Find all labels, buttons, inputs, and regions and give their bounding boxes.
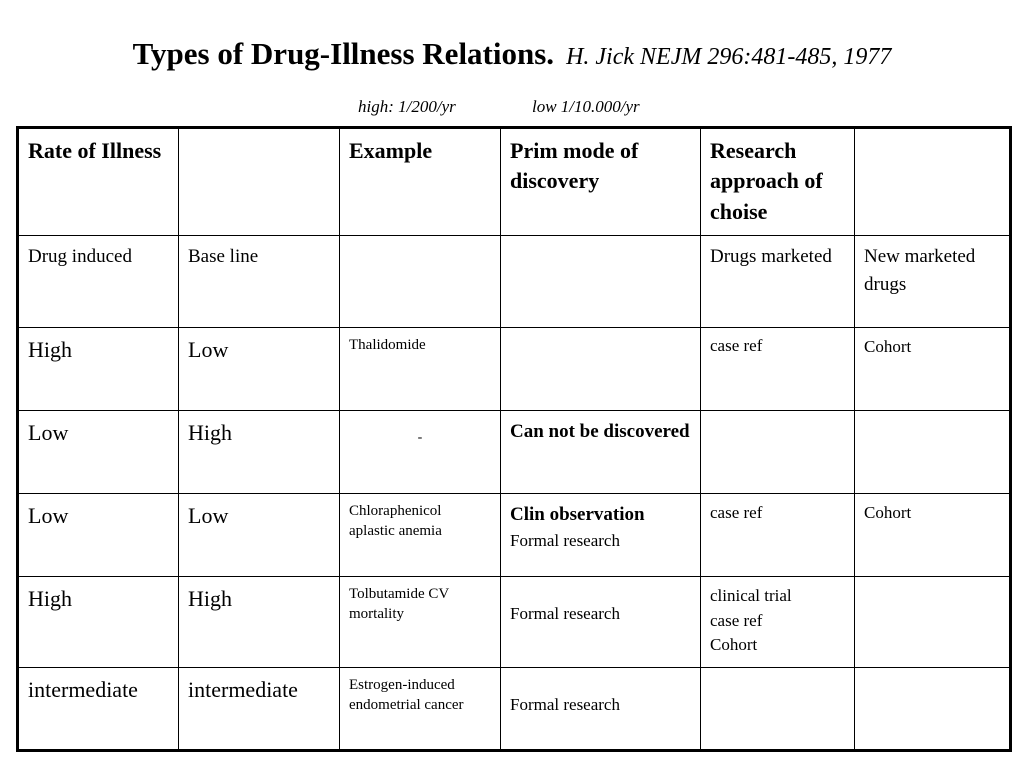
table-cell <box>501 411 701 494</box>
table-row <box>18 494 1011 577</box>
table-cell <box>340 494 501 577</box>
table-cell <box>340 577 501 668</box>
research-approach-text: Cohort <box>864 503 912 522</box>
drug-illness-table <box>16 126 1012 752</box>
table-cell: Low <box>179 494 340 577</box>
discovery-mode-text: Clin observation <box>510 504 645 525</box>
subheader-drugs-marketed: Drugs marketed <box>710 246 832 267</box>
table-cell <box>501 494 701 577</box>
table-cell <box>701 328 855 411</box>
discovery-mode-text: Formal research <box>510 604 620 623</box>
table-cell <box>855 236 1011 328</box>
subheader-drug-induced: Drug induced <box>28 246 132 267</box>
example-text: Thalidomide <box>349 337 426 353</box>
subheader-base-line: Base line <box>188 246 259 267</box>
table-cell <box>340 328 501 411</box>
table-row <box>18 328 1011 411</box>
discovery-mode-text: Can not be discovered <box>510 421 690 442</box>
header-cell: Prim mode of discovery <box>501 128 701 236</box>
header-row <box>18 128 1011 236</box>
table-cell: High <box>179 411 340 494</box>
table-cell <box>501 577 701 668</box>
table-row <box>18 411 1011 494</box>
subheader-row <box>18 236 1011 328</box>
table-cell <box>18 236 179 328</box>
table-cell <box>701 236 855 328</box>
research-approach-text: Cohort <box>710 635 758 655</box>
discovery-mode-text: Formal research <box>510 530 620 550</box>
table-cell <box>340 236 501 328</box>
table-cell <box>501 236 701 328</box>
table-cell <box>855 411 1011 494</box>
table-cell: High <box>179 577 340 668</box>
table-cell <box>855 328 1011 411</box>
table-cell: Low <box>179 328 340 411</box>
table-cell: Low <box>18 494 179 577</box>
table-cell <box>701 494 855 577</box>
table-cell <box>701 577 855 668</box>
title-citation: H. Jick NEJM 296:481-485, 1977 <box>566 44 892 70</box>
example-text: Chloraphenicol aplastic anemia <box>349 503 442 540</box>
example-text: Tolbutamide CV mortality <box>349 586 449 623</box>
header-cell: Research approach of choise <box>701 128 855 236</box>
table-cell <box>701 411 855 494</box>
table-cell <box>501 328 701 411</box>
header-cell <box>179 128 340 236</box>
slide-title <box>0 36 1024 72</box>
table-row <box>18 668 1011 751</box>
research-approach-text: case ref <box>710 336 763 355</box>
table-cell: High <box>18 328 179 411</box>
discovery-mode-text: Formal research <box>510 695 620 714</box>
header-cell: Example <box>340 128 501 236</box>
research-approach-text: case ref <box>710 610 763 630</box>
table-cell <box>340 668 501 751</box>
title-main: Types of Drug-Illness Relations. <box>132 36 555 71</box>
research-approach-text: case ref <box>710 503 763 522</box>
table-cell <box>340 411 501 494</box>
table-cell: intermediate <box>179 668 340 751</box>
research-approach-text: Cohort <box>864 337 912 356</box>
table-cell: intermediate <box>18 668 179 751</box>
table-cell: High <box>18 577 179 668</box>
high-rate-definition: high: 1/200/yr <box>358 97 456 116</box>
header-cell: Rate of Illness <box>18 128 179 236</box>
table-row <box>18 577 1011 668</box>
low-rate-definition: low 1/10.000/yr <box>532 97 640 116</box>
subheader-new-marketed-drugs: New marketed drugs <box>864 246 976 295</box>
table-cell: Low <box>18 411 179 494</box>
research-approach-text: clinical trial <box>710 586 792 605</box>
table-cell <box>179 236 340 328</box>
table-cell <box>501 668 701 751</box>
header-cell <box>855 128 1011 236</box>
table-cell <box>701 668 855 751</box>
table-cell <box>855 577 1011 668</box>
example-text: Estrogen-induced endometrial cancer <box>349 677 464 714</box>
example-text: - <box>417 430 423 445</box>
table-cell <box>855 494 1011 577</box>
table-cell <box>855 668 1011 751</box>
